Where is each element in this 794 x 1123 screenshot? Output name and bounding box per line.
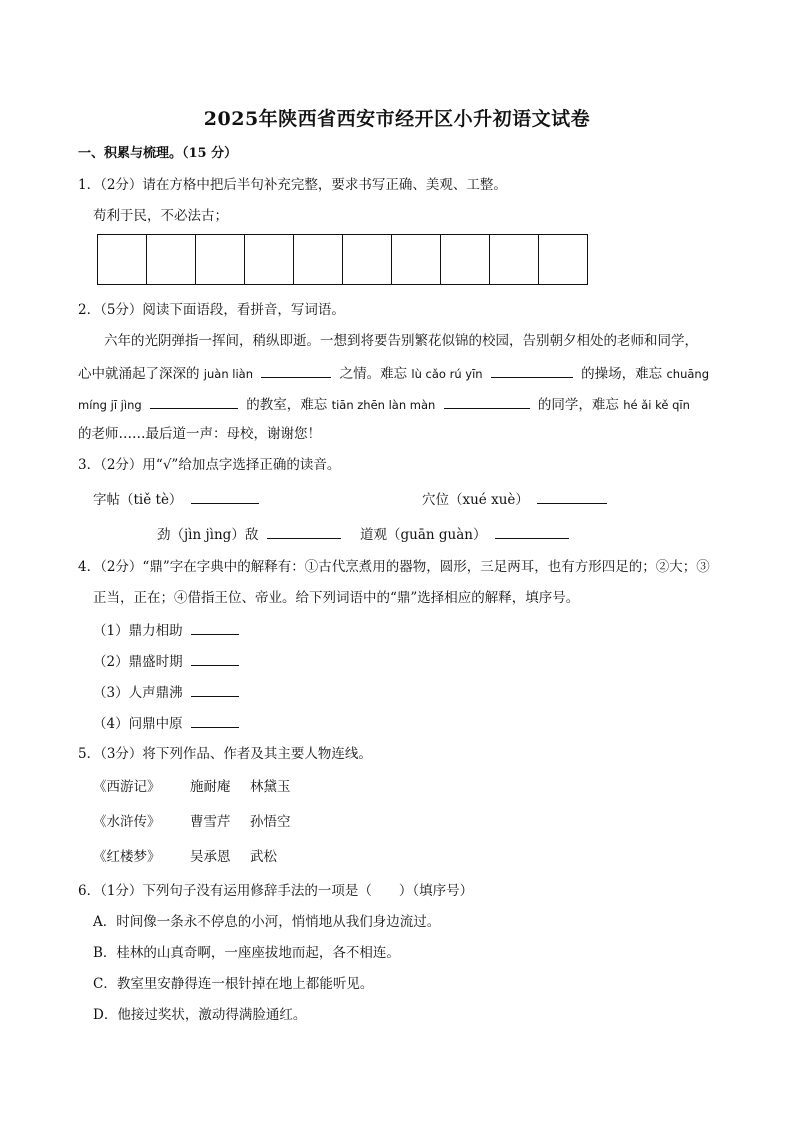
answer-blank[interactable] bbox=[537, 489, 607, 504]
pinyin-prompt: lù cǎo rú yīn bbox=[411, 367, 483, 381]
word-item bbox=[93, 713, 243, 733]
author-name: 吴承恩 bbox=[190, 849, 231, 865]
book-title: 《水浒传》 bbox=[93, 814, 161, 830]
exam-title: 2025年陕西省西安市经开区小升初语文试卷 bbox=[203, 108, 591, 130]
author-name: 施耐庵 bbox=[190, 779, 231, 795]
book-title: 《西游记》 bbox=[93, 779, 161, 795]
answer-blank[interactable] bbox=[495, 524, 569, 539]
passage-text: 的教室，难忘 bbox=[246, 397, 328, 413]
pinyin-prompt: juàn liàn bbox=[203, 367, 253, 381]
author-name: 曹雪芹 bbox=[190, 814, 231, 830]
grid-cell[interactable] bbox=[539, 235, 587, 284]
answer-blank[interactable] bbox=[444, 394, 530, 409]
passage-line-4: 的老师……最后道一声：母校，谢谢您！ bbox=[78, 426, 321, 442]
answer-blank[interactable] bbox=[491, 363, 573, 378]
question-1-stem: 1．（2分）请在方格中把后半句补充完整，要求书写正确、美观、工整。 bbox=[78, 177, 507, 193]
answer-blank[interactable] bbox=[191, 489, 259, 504]
character-name: 孙悟空 bbox=[250, 814, 291, 830]
pronunciation-item bbox=[93, 489, 263, 509]
answer-blank[interactable] bbox=[150, 394, 238, 409]
choice-option-a[interactable]: A．时间像一条永不停息的小河，悄悄地从我们身边流过。 bbox=[93, 914, 441, 930]
answer-blank[interactable] bbox=[191, 682, 239, 697]
grid-cell[interactable] bbox=[392, 235, 441, 284]
grid-cell[interactable] bbox=[196, 235, 245, 284]
passage-text: 的同学，难忘 bbox=[537, 397, 619, 413]
pronunciation-word: 道观（guān guàn） bbox=[360, 527, 487, 543]
answer-blank[interactable] bbox=[191, 620, 239, 635]
word-label: （2）鼎盛时期 bbox=[93, 654, 183, 670]
writing-grid[interactable] bbox=[97, 234, 588, 285]
answer-blank[interactable] bbox=[261, 363, 331, 378]
character-name: 林黛玉 bbox=[250, 779, 291, 795]
passage-line-2 bbox=[78, 363, 709, 383]
word-item bbox=[93, 682, 243, 702]
pronunciation-item bbox=[157, 524, 345, 544]
pinyin-prompt: hé ǎi kě qīn bbox=[623, 398, 690, 412]
question-5-stem: 5．（3分）将下列作品、作者及其主要人物连线。 bbox=[78, 746, 372, 762]
grid-cell[interactable] bbox=[147, 235, 196, 284]
character-name: 武松 bbox=[250, 849, 277, 865]
word-item bbox=[93, 651, 243, 671]
grid-cell[interactable] bbox=[490, 235, 539, 284]
choice-option-b[interactable]: B．桂林的山真奇啊，一座座拔地而起，各不相连。 bbox=[93, 945, 400, 961]
grid-cell[interactable] bbox=[245, 235, 294, 284]
question-3-stem: 3．（2分）用“√”给加点字选择正确的读音。 bbox=[78, 457, 341, 473]
question-2-stem: 2．（5分）阅读下面语段，看拼音，写词语。 bbox=[78, 302, 345, 318]
pinyin-prompt: míng jī jìng bbox=[78, 398, 142, 412]
grid-cell[interactable] bbox=[441, 235, 490, 284]
question-1-given-line: 苟利于民，不必法古； bbox=[93, 208, 228, 224]
section-heading: 一、积累与梳理。（15 分） bbox=[78, 146, 238, 161]
book-title: 《红楼梦》 bbox=[93, 849, 161, 865]
question-4-stem-line-2: 正当，正在；④借指王位、帝业。给下列词语中的“鼎”选择相应的解释，填序号。 bbox=[93, 590, 580, 606]
grid-cell[interactable] bbox=[98, 235, 147, 284]
passage-text: 的操场，难忘 bbox=[581, 366, 663, 382]
passage-line-1: 六年的光阴弹指一挥间，稍纵即逝。一想到将要告别繁花似锦的校园，告别朝夕相处的老师和同学， bbox=[104, 333, 698, 349]
answer-blank[interactable] bbox=[191, 651, 239, 666]
grid-cell[interactable] bbox=[343, 235, 392, 284]
pronunciation-item bbox=[360, 524, 573, 544]
pronunciation-item bbox=[422, 489, 611, 509]
passage-line-3 bbox=[78, 394, 690, 414]
passage-text: 之情。难忘 bbox=[339, 366, 408, 382]
answer-blank[interactable] bbox=[267, 524, 341, 539]
passage-text: 心中就涌起了深深的 bbox=[78, 366, 200, 382]
question-6-stem: 6．（1分）下列句子没有运用修辞手法的一项是（ ）（填序号） bbox=[78, 883, 474, 899]
question-4-stem-line-1: 4．（2分）“鼎”字在字典中的解释有：①古代烹煮用的器物，圆形，三足两耳，也有方形四足的；②大；③ bbox=[78, 559, 710, 575]
grid-cell[interactable] bbox=[294, 235, 343, 284]
answer-blank[interactable] bbox=[191, 713, 239, 728]
pronunciation-word: 穴位（xué xuè） bbox=[422, 492, 529, 508]
choice-option-d[interactable]: D．他接过奖状，激动得满脸通红。 bbox=[93, 1007, 307, 1023]
pinyin-prompt: chuāng bbox=[666, 367, 709, 381]
word-item bbox=[93, 620, 243, 640]
word-label: （4）问鼎中原 bbox=[93, 716, 183, 732]
pronunciation-word: 劲（jìn jìng）敌 bbox=[157, 527, 259, 543]
pinyin-prompt: tiān zhēn làn màn bbox=[331, 398, 436, 412]
word-label: （1）鼎力相助 bbox=[93, 623, 183, 639]
word-label: （3）人声鼎沸 bbox=[93, 685, 183, 701]
choice-option-c[interactable]: C．教室里安静得连一根针掉在地上都能听见。 bbox=[93, 976, 374, 992]
pronunciation-word: 字帖（tiě tè） bbox=[93, 492, 183, 508]
